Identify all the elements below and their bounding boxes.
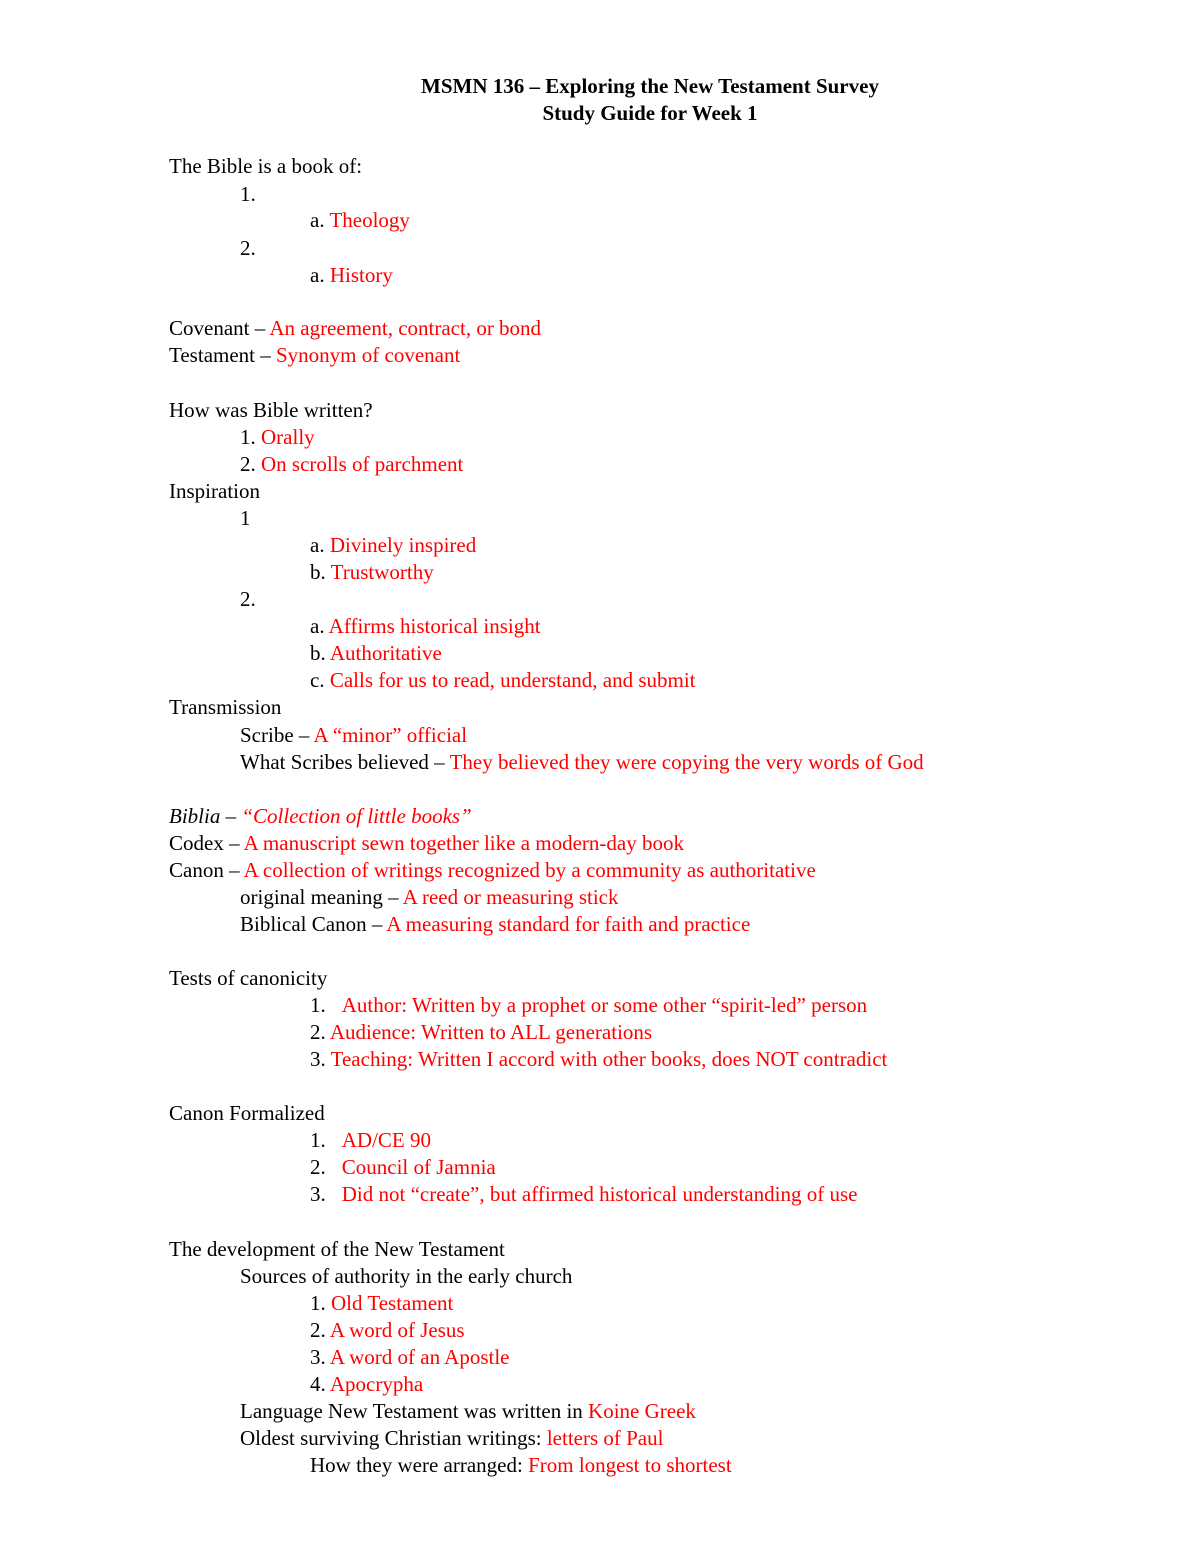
answer-text: A word of an Apostle (329, 1345, 510, 1369)
list-item (310, 640, 442, 666)
list-item (310, 1344, 510, 1370)
definition-testament (169, 342, 460, 368)
answer-text: Did not “create”, but affirmed historical understanding of use (341, 1182, 858, 1206)
item-number: 3. (310, 1182, 326, 1206)
answer-text: A manuscript sewn together like a modern-day book (243, 831, 684, 855)
answer-text: Teaching: Written I accord with other books, does NOT contradict (330, 1047, 888, 1071)
document-title: MSMN 136 – Exploring the New Testament Survey (421, 74, 879, 98)
term-label: Biblical Canon – (240, 912, 387, 936)
item-number: 1. (310, 993, 326, 1017)
answer-text: Divinely inspired (329, 533, 477, 557)
answer-text: AD/CE 90 (341, 1128, 431, 1152)
term-label: What Scribes believed – (240, 750, 450, 774)
answer-text: Koine Greek (588, 1399, 696, 1423)
answer-text: Council of Jamnia (341, 1155, 496, 1179)
list-item (240, 424, 315, 450)
term-label: original meaning – (240, 885, 403, 909)
definition-codex (169, 830, 684, 856)
answer-text: Theology (329, 208, 410, 232)
list-item (310, 1127, 431, 1153)
answer-text: Author: Written by a prophet or some other “spirit-led” person (341, 993, 868, 1017)
item-number: 1. (310, 1128, 326, 1152)
definition-canon (169, 857, 816, 883)
list-item (310, 613, 541, 639)
answer-text: Trustworthy (330, 560, 434, 584)
term-label: Codex – (169, 831, 244, 855)
answer-text: A reed or measuring stick (402, 885, 619, 909)
answer-text: A word of Jesus (329, 1318, 465, 1342)
list-item (310, 559, 434, 585)
definition-scribes-believed (240, 749, 924, 775)
list-item (310, 262, 393, 288)
term-label: Scribe – (240, 723, 314, 747)
heading-inspiration: Inspiration (169, 479, 260, 503)
item-number: 2. (310, 1020, 330, 1044)
list-number: 2. (240, 236, 256, 260)
answer-text: Old Testament (331, 1291, 454, 1315)
list-item (240, 451, 463, 477)
heading-development: The development of the New Testament (169, 1237, 505, 1261)
answer-text: Synonym of covenant (276, 343, 461, 367)
definition-biblia (169, 803, 472, 829)
definition-covenant (169, 315, 541, 341)
list-number: 1 (240, 506, 251, 530)
answer-text: History (329, 263, 393, 287)
item-number: 3. (310, 1345, 330, 1369)
answer-text: A measuring standard for faith and practice (386, 912, 751, 936)
item-label: a. (310, 533, 330, 557)
list-item (310, 1019, 652, 1045)
list-item (310, 1181, 857, 1207)
list-item (310, 532, 476, 558)
heading-tests-of-canonicity: Tests of canonicity (169, 966, 328, 990)
item-label: c. (310, 668, 330, 692)
list-item (310, 667, 696, 693)
item-number: 2. (310, 1155, 326, 1179)
definition-scribe (240, 722, 467, 748)
item-number: 3. (310, 1047, 331, 1071)
list-item (310, 1371, 423, 1397)
definition-original-meaning (240, 884, 619, 910)
answer-text: On scrolls of parchment (261, 452, 464, 476)
answer-text: A “minor” official (313, 723, 468, 747)
heading-how-written: How was Bible written? (169, 398, 373, 422)
item-label: a. (310, 208, 325, 232)
item-number: 2. (310, 1318, 330, 1342)
term-dash: – (220, 804, 242, 828)
definition-language (240, 1398, 696, 1424)
term-label: Oldest surviving Christian writings: (240, 1426, 547, 1450)
definition-biblical-canon (240, 911, 750, 937)
term-label: How they were arranged: (310, 1453, 529, 1477)
term-label: Language New Testament was written in (240, 1399, 589, 1423)
answer-text: Affirms historical insight (328, 614, 541, 638)
list-item (310, 1046, 887, 1072)
list-item (310, 1317, 465, 1343)
item-label: b. (310, 560, 331, 584)
answer-text: Calls for us to read, understand, and submit (329, 668, 696, 692)
term-label: Canon – (169, 858, 244, 882)
subheading-sources: Sources of authority in the early church (240, 1264, 573, 1288)
answer-text: Apocrypha (329, 1372, 424, 1396)
document-subtitle: Study Guide for Week 1 (542, 101, 758, 125)
answer-text: Orally (261, 425, 315, 449)
heading-canon-formalized: Canon Formalized (169, 1101, 325, 1125)
list-item (310, 1154, 496, 1180)
item-label: a. (310, 263, 325, 287)
answer-text: Audience: Written to ALL generations (329, 1020, 653, 1044)
item-number: 1. (310, 1291, 331, 1315)
answer-text: letters of Paul (546, 1426, 664, 1450)
answer-text: “Collection of little books” (241, 804, 472, 828)
term-label: Testament – (169, 343, 276, 367)
list-item (310, 1290, 453, 1316)
item-number: 4. (310, 1372, 330, 1396)
heading-transmission: Transmission (169, 695, 282, 719)
definition-arranged (310, 1452, 732, 1478)
list-number: 2. (240, 587, 256, 611)
term-label: Covenant – (169, 316, 270, 340)
list-number: 1. (240, 182, 256, 206)
list-item (310, 207, 410, 233)
item-label: b. (310, 641, 330, 665)
item-number: 1. (240, 425, 261, 449)
heading-bible-book-of: The Bible is a book of: (169, 154, 363, 178)
list-item (310, 992, 867, 1018)
definition-oldest-writings (240, 1425, 663, 1451)
answer-text: An agreement, contract, or bond (269, 316, 542, 340)
answer-text: They believed they were copying the very words of God (449, 750, 924, 774)
term-label: Biblia (169, 804, 221, 828)
item-label: a. (310, 614, 329, 638)
answer-text: Authoritative (329, 641, 442, 665)
item-number: 2. (240, 452, 261, 476)
answer-text: A collection of writings recognized by a community as authoritative (243, 858, 816, 882)
answer-text: From longest to shortest (528, 1453, 732, 1477)
